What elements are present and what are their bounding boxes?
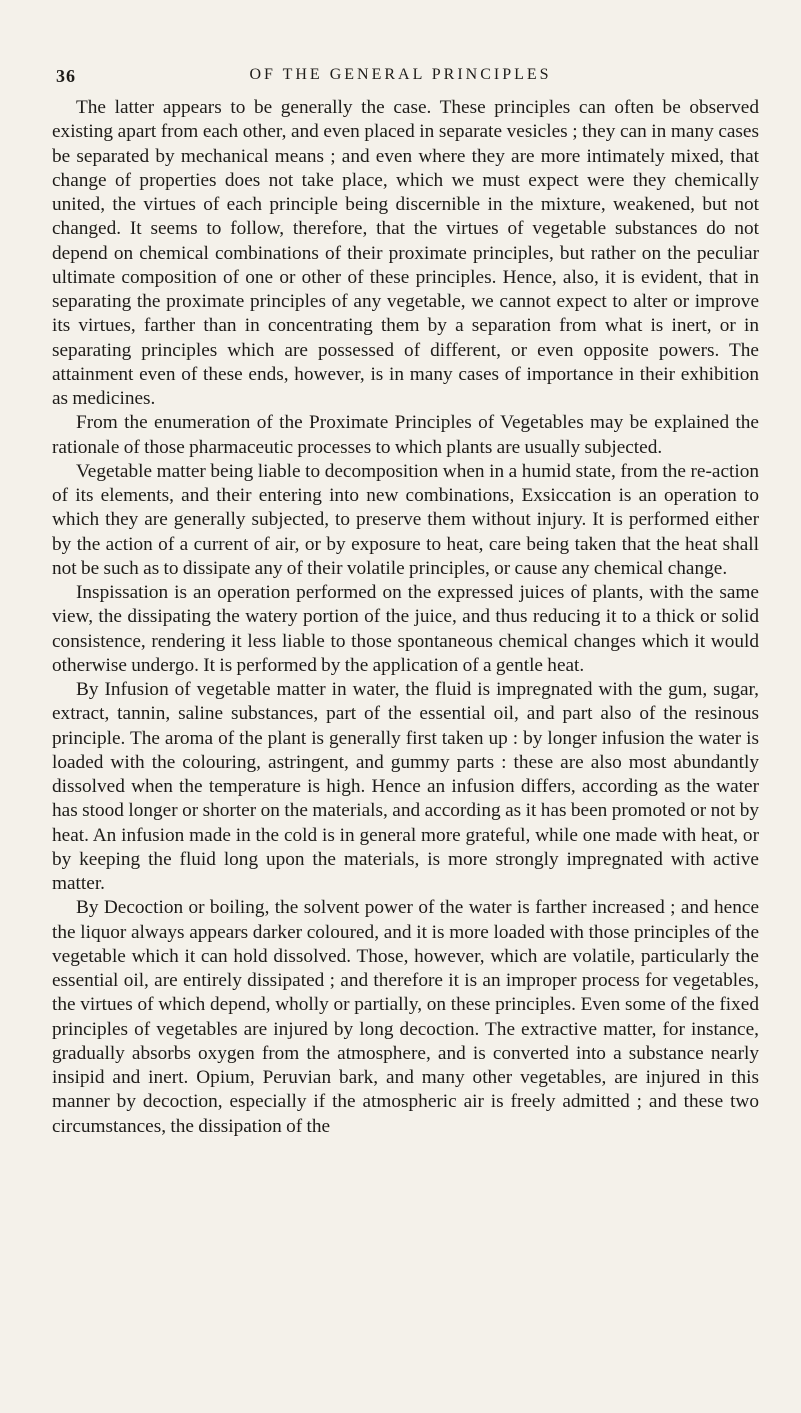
paragraph-decoction: By Decoction or boiling, the solvent power of the water is farther increased ; and hence the liquor always appears darker coloured, and it is more loaded with those principles of the vegetable which it can hold dissolved. Those, however, which are volatile, particularly the essential oil, are entirely dissipated ; and therefore it is an improper process for vegetables, the virtues of which depend, wholly or partially, on these principles. Even some of the fixed principles of vegetables are injured by long decoction. The extractive matter, for instance, gradually absorbs oxygen from the atmosphere, and is converted into a substance nearly insipid and inert. Opium, Peruvian bark, and many other vegetables, are injured in this manner by decoction, especially if the atmospheric air is freely admitted ; and these two circumstances, the dissipation of the xyxy=(52,897,759,1137)
paragraph-principles-separation: The latter appears to be generally the case. These principles can often be observed existing apart from each other, and even placed in separate vesicles ; they can in many cases be separated by mechanical means ; and even where they are more intimately mixed, that change of properties does not take place, which we must expect were they chemically united, the virtues of each principle being discernible in the mixture, weakened, but not changed. It seems to follow, therefore, that the virtues of vegetable substances do not depend on chemical combinations of their proximate principles, but rather on the peculiar ultimate composition of one or other of these principles. Hence, also, it is evident, that in separating the proximate principles of any vegetable, we cannot expect to alter or improve its virtues, farther than in concentrating them by a separation from what is inert, or in separating principles which are possessed of different, or even opposite powers. The attainment even of these ends, however, is in many cases of importance in their exhibition as medicines. xyxy=(52,97,759,409)
running-title: OF THE GENERAL PRINCIPLES xyxy=(249,66,552,83)
paragraph-pharmaceutic-processes: From the enumeration of the Proximate Principles of Vegetables may be explained the rationale of those pharmaceutic processes to which plants are usually subjected. xyxy=(52,412,759,458)
page-number: 36 xyxy=(56,66,76,86)
paragraph-exsiccation: Vegetable matter being liable to decomposition when in a humid state, from the re-action of its elements, and their entering into new combinations, Exsiccation is an operation to which they are generally subjected, to preserve them without injury. It is performed either by the action of a current of air, or by exposure to heat, care being taken that the heat shall not be such as to dissipate any of their volatile principles, or cause any chemical change. xyxy=(52,460,759,579)
body-text xyxy=(52,96,759,1139)
paragraph-infusion: By Infusion of vegetable matter in water, the fluid is impregnated with the gum, sugar, extract, tannin, saline substances, part of the essential oil, and part also of the resinous principle. The aroma of the plant is generally first taken up : by longer infusion the water is loaded with the colouring, astringent, and gummy parts : these are also most abundantly dissolved when the temperature is high. Hence an infusion differs, according as the water has stood longer or shorter on the materials, and according as it has been promoted or not by heat. An infusion made in the cold is in general more grateful, while one made with heat, or by keeping the fluid long upon the materials, is more strongly impregnated with active matter. xyxy=(52,679,759,894)
paragraph-inspissation: Inspissation is an operation performed on the expressed juices of plants, with the same view, the dissipating the watery portion of the juice, and thus reducing it to a thick or solid consistence, rendering it less liable to those spontaneous chemical changes which it would otherwise undergo. It is performed by the application of a gentle heat. xyxy=(52,582,759,676)
